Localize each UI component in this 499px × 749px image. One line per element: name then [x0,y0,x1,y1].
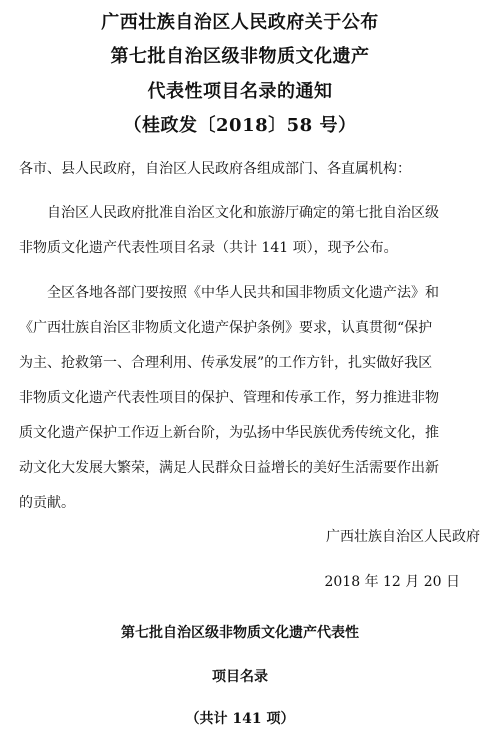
paragraph-line: 动文化大发展大繁荣，满足人民群众日益增长的美好生活需要作出新 [19,460,439,476]
list-heading-count: （共计 141 项） [185,711,295,727]
paragraph-announcement [19,196,489,266]
paragraph-line: 全区各地各部门要按照《中华人民共和国非物质文化遗产法》和 [19,285,439,301]
paragraph-line: 非物质文化遗产代表性项目的保护、管理和传承工作，努力推进非物 [19,390,439,406]
issuer-signature: 广西壮族自治区人民政府 [326,529,480,545]
paragraph-line: 自治区人民政府批准自治区文化和旅游厅确定的第七批自治区级 [19,205,439,221]
paragraph-line: 质文化遗产保护工作迈上新台阶，为弘扬中华民族优秀传统文化，推 [19,425,439,441]
list-heading-line-2: 项目名录 [212,669,268,685]
issue-date: 2018 年 12 月 20 日 [324,574,460,590]
salutation: 各市、县人民政府，自治区人民政府各组成部门、各直属机构： [19,161,411,177]
document-title-line-2: 第七批自治区级非物质文化遗产 [110,46,370,67]
paragraph-requirements [19,276,489,521]
document-number: （桂政发〔2018〕58 号） [123,115,357,136]
list-heading-line-1: 第七批自治区级非物质文化遗产代表性 [121,625,359,641]
paragraph-line: 为主、抢救第一、合理利用、传承发展”的工作方针，扎实做好我区 [19,355,433,371]
paragraph-line: 《广西壮族自治区非物质文化遗产保护条例》要求，认真贯彻“保护 [19,320,433,336]
document-title-line-1: 广西壮族自治区人民政府关于公布 [101,12,379,33]
paragraph-line: 的贡献。 [19,495,75,511]
document-title-line-3: 代表性项目名录的通知 [147,81,333,102]
paragraph-line: 非物质文化遗产代表性项目名录（共计 141 项），现予公布。 [19,240,398,256]
